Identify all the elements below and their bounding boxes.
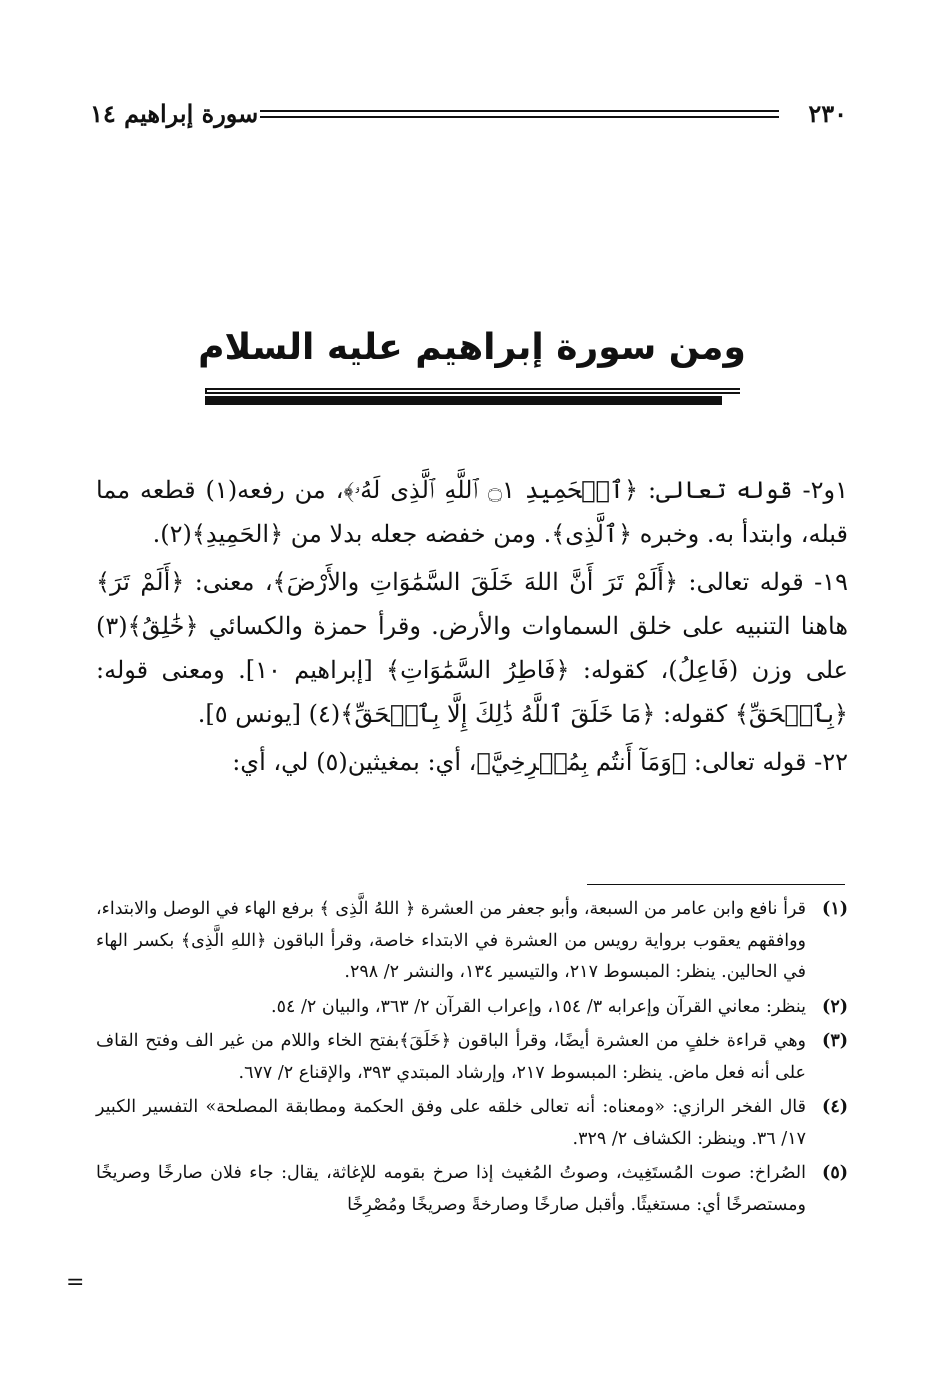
paragraph: ١٩- قوله تعالى: ﴿أَلَمْ تَرَ أَنَّ اللهَ خَلَقَ السَّمَٰوَاتِ والأَرْضَ﴾، معنى: ﴿أَلَمْ تَرَ﴾ هاهنا التنبيه على خلق السماوات والأرض. وقرأ حمزة والكسائي ﴿خَٰلِقُ﴾(٣) على وزن (فَاعِلُ)، كقوله: ﴿فَاطِرُ السَّمَٰوَاتِ﴾ [إبراهيم ١٠]. ومعنى قوله: ﴿بِٱلۡحَقِّ﴾ كقوله: ﴿مَا خَلَقَ ٱللَّهُ ذَٰلِكَ إِلَّا بِٱلۡحَقِّ﴾(٤) [يونس ٥]. [96, 568, 849, 728]
title-underline-rule [205, 388, 740, 404]
footnote-text: وهي قراءة خلفٍ من العشرة أيضًا، وقرأ الباقون ﴿خَلَقَ﴾بفتح الخاء واللام من غير الف وفتح القاف على أنه فعل ماض. ينظر: المبسوط ٢١٧، وإرشاد المبتدي ٣٩٣، والإقناع ٢/ ٦٧٧. [96, 1031, 806, 1083]
footnote-number: (٣) [822, 1031, 848, 1051]
footnote-number: (٤) [822, 1097, 848, 1117]
footnote-text: الصُراخ: صوت المُستَغِيث، وصوتُ المُغيث إذا صرخ بقومه للإغاثة، يقال: جاء فلان صارخًا وصريخًا ومستصرخًا أي: مستغيثًا. وأقبل صارخًا وصارخةً وصريخًا ومُصْرِخًا [96, 1163, 806, 1215]
header-double-rule [260, 110, 779, 118]
paragraph: ٢٢- قوله تعالى: ﴿وَمَآ أَنتُم بِمُصۡرِخِيَّ﴾، أي: بمغيثين(٥) لي، أي: [232, 748, 848, 776]
footnote-text: ينظر: معاني القرآن وإعرابه ٣/ ١٥٤، وإعراب القرآن ٢/ ٣٦٣، والبيان ٢/ ٥٤. [271, 996, 806, 1017]
footnote-text: قرأ نافع وابن عامر من السبعة، وأبو جعفر من العشرة ﴿ اللهُ الَّذِى ﴾ برفع الهاء في الوصل والابتداء، ووافقهم يعقوب برواية رويس من العشرة في الابتداء خاصة، وقرأ الباقون ﴿اللهِ الَّذِى﴾ بكسر الهاء في الحالين. ينظر: المبسوط ٢١٧، والتيسير ١٣٤، والنشر ٢/ ٢٩٨. [96, 899, 806, 982]
page-number: ٢٣٠ [808, 99, 847, 128]
main-text [96, 468, 848, 784]
title-rule-thin [205, 388, 740, 394]
footnote [96, 1158, 848, 1221]
footnote-number: (٥) [822, 1163, 848, 1183]
chapter-title: ومن سورة إبراهيم عليه السلام [198, 327, 746, 368]
paragraph: ١و٢- قوله تعالى: ﴿ٱلۡحَمِيدِ ۝١ ٱللَّهِ ٱلَّذِى لَهُۥ﴾، من رفعه(١) قطعه مما قبله، وابتدأ به. وخبره ﴿ٱلَّذِى﴾. ومن خفضه جعله بدلا من ﴿الحَمِيدِ﴾(٢). [96, 476, 849, 548]
footnote [96, 894, 848, 989]
footnote-separator [587, 884, 845, 885]
continuation-mark: = [66, 1270, 85, 1295]
footnote [96, 1026, 848, 1089]
running-header [90, 94, 847, 134]
footnote-number: (٢) [822, 996, 848, 1017]
title-rule-thick [205, 396, 722, 405]
footnote-text: قال الفخر الرازي: «ومعناه: أنه تعالى خلقه على وفق الحكمة ومطابقة المصلحة» التفسير الكبير ١٧/ ٣٦. وينظر: الكشاف ٢/ ٣٢٩. [96, 1097, 806, 1149]
footnote-number: (١) [822, 899, 848, 919]
running-surah-title: سورة إبراهيم ١٤ [90, 99, 259, 128]
footnote [96, 1092, 848, 1155]
footnotes [96, 894, 848, 1224]
footnote [96, 992, 848, 1024]
